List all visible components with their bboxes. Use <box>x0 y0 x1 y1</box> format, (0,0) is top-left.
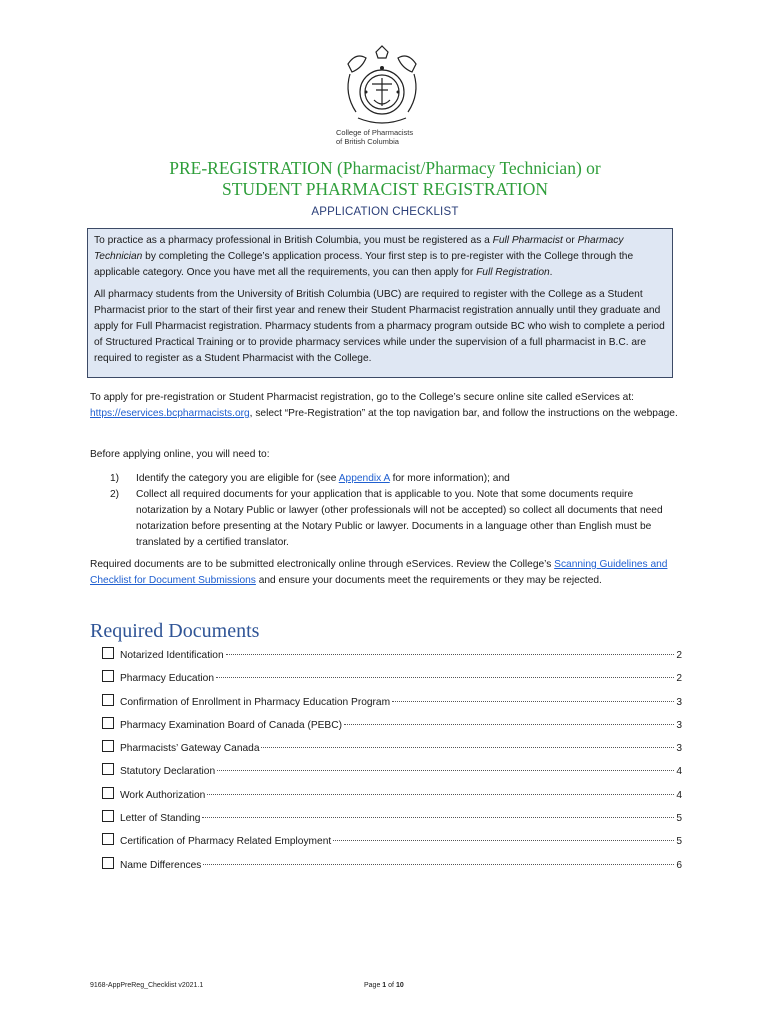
footer-page-current: 1 <box>382 982 387 989</box>
checkbox[interactable] <box>102 740 114 752</box>
list-item <box>110 487 680 551</box>
checklist-row <box>102 856 682 879</box>
checklist-label[interactable]: Confirmation of Enrollment in Pharmacy Education Program <box>120 696 391 708</box>
page-subtitle: APPLICATION CHECKLIST <box>311 206 459 218</box>
checklist-row <box>102 762 682 785</box>
page-number: 3 <box>676 719 682 731</box>
checklist-row <box>102 786 682 809</box>
list-item <box>110 471 680 487</box>
dot-leader <box>261 747 674 748</box>
dot-leader <box>202 817 674 818</box>
dot-leader <box>392 701 674 702</box>
intro-text: by completing the College’s application process. Your first step is to pre-register with the College through the applicable category. Once you have met all the requirements, you can then apply for <box>94 251 634 278</box>
footer-page-text: of <box>386 982 396 989</box>
checkbox[interactable] <box>102 857 114 869</box>
page-number: 2 <box>676 673 682 685</box>
checklist-label[interactable]: Pharmacy Examination Board of Canada (PEBC) <box>120 719 342 731</box>
page-number: 4 <box>676 766 682 778</box>
checklist-row <box>102 669 682 692</box>
dot-leader <box>203 864 674 865</box>
intro-text: To practice as a pharmacy professional in British Columbia, you must be registered as a <box>94 235 493 246</box>
checkbox[interactable] <box>102 787 114 799</box>
checklist-label[interactable]: Letter of Standing <box>120 813 201 825</box>
checkbox[interactable] <box>102 763 114 775</box>
checkbox[interactable] <box>102 647 114 659</box>
intro-paragraph-2: All pharmacy students from the University of British Columbia (UBC) are required to register with the College as a Student Pharmacist prior to the start of their first year and renew their Student Pharmacist registration annually until they graduate and apply for Full Pharmacist registration. Pharmacy students from a pharmacy program outside BC who wish to complete a period of Structured Practical Training or to provide pharmacy services while under the supervision of a full pharmacist in B.C. are required to register as a Student Pharmacist with the College. <box>94 289 665 364</box>
checklist-label[interactable]: Notarized Identification <box>120 650 224 661</box>
dot-leader <box>216 677 674 678</box>
required-note-text: and ensure your documents meet the requirements or they may be rejected. <box>255 575 602 586</box>
apply-paragraph <box>90 390 680 422</box>
step-number: 2) <box>110 489 120 500</box>
logo-caption <box>336 128 436 146</box>
intro-text: or <box>562 235 578 246</box>
intro-paragraph-1 <box>94 233 666 281</box>
intro-box <box>87 228 673 378</box>
page-number: 4 <box>676 789 682 801</box>
checkbox[interactable] <box>102 717 114 729</box>
page-title <box>60 158 710 200</box>
logo-caption-line2: of British Columbia <box>336 137 399 146</box>
step-text <box>136 471 510 487</box>
checklist-label[interactable]: Pharmacists’ Gateway Canada <box>120 743 260 755</box>
required-note-text: Required documents are to be submitted electronically online through eServices. Review the College’s <box>90 559 555 570</box>
page-number: 5 <box>676 836 682 848</box>
page-number: 6 <box>676 859 682 871</box>
checklist-row <box>102 716 682 739</box>
checklist-row <box>102 832 682 855</box>
page-number: 3 <box>676 696 682 708</box>
checkbox[interactable] <box>102 694 114 706</box>
checklist-label[interactable]: Work Authorization <box>120 789 206 801</box>
checklist-label[interactable]: Certification of Pharmacy Related Employment <box>120 836 332 848</box>
checkbox[interactable] <box>102 833 114 845</box>
footer-page-text: Page <box>364 982 383 989</box>
dot-leader <box>344 724 674 725</box>
steps-list <box>110 471 680 551</box>
step-text-part: for more information); and <box>389 473 510 484</box>
appendix-a-link[interactable]: Appendix A <box>338 473 390 484</box>
footer-doc-id: 9168-AppPreReg_Checklist v2021.1 <box>90 982 204 989</box>
required-documents-checklist <box>102 646 682 879</box>
checklist-row <box>102 646 682 669</box>
required-documents-heading: Required Documents <box>90 620 260 642</box>
dot-leader <box>207 794 674 795</box>
page-number: 2 <box>676 650 682 661</box>
checklist-row <box>102 739 682 762</box>
checklist-row <box>102 809 682 832</box>
intro-emphasis: Full Pharmacist <box>492 235 563 246</box>
intro-emphasis: Full Registration <box>476 267 550 278</box>
apply-text: To apply for pre-registration or Student Pharmacist registration, go to the College’s secure online site called eServices at: <box>90 392 634 403</box>
dot-leader <box>217 770 674 771</box>
dot-leader <box>333 840 674 841</box>
eservices-link[interactable]: https://eservices.bcpharmacists.org <box>90 408 250 419</box>
required-note-paragraph <box>90 557 680 589</box>
intro-text: . <box>549 267 553 278</box>
page-number: 5 <box>676 813 682 825</box>
checklist-label[interactable]: Pharmacy Education <box>120 673 215 685</box>
page-title-line1: PRE-REGISTRATION (Pharmacist/Pharmacy Technician) or <box>169 158 601 178</box>
checklist-row <box>102 693 682 716</box>
checkbox[interactable] <box>102 670 114 682</box>
intro-emphasis: Pharmacy Technician <box>94 235 624 262</box>
step-text: Collect all required documents for your application that is applicable to you. Note that some documents require notarization by a Notary Public or lawyer (other professionals will not be accepted) so collect all documents that need notarization before presenting at the Notary Public or lawyer. Documents in a language other than English must be translated by a certified translator. <box>136 489 663 548</box>
dot-leader <box>226 654 675 655</box>
step-text-part: Identify the category you are eligible for (see <box>136 473 339 484</box>
footer-page-number <box>364 982 404 989</box>
scanning-guidelines-link[interactable]: Scanning Guidelines and Checklist for Document Submissions <box>90 559 668 586</box>
checklist-label[interactable]: Statutory Declaration <box>120 766 216 778</box>
page-title-line2: STUDENT PHARMACIST REGISTRATION <box>221 179 549 199</box>
checkbox[interactable] <box>102 810 114 822</box>
footer-page-total: 10 <box>395 982 404 989</box>
page-number: 3 <box>676 743 682 755</box>
logo-caption-line1: College of Pharmacists <box>336 128 414 137</box>
checklist-label[interactable]: Name Differences <box>120 859 202 871</box>
step-number: 1) <box>110 473 120 484</box>
before-applying-text: Before applying online, you will need to: <box>90 449 270 460</box>
apply-text: , select “Pre-Registration” at the top navigation bar, and follow the instructions on the webpage. <box>249 408 678 419</box>
